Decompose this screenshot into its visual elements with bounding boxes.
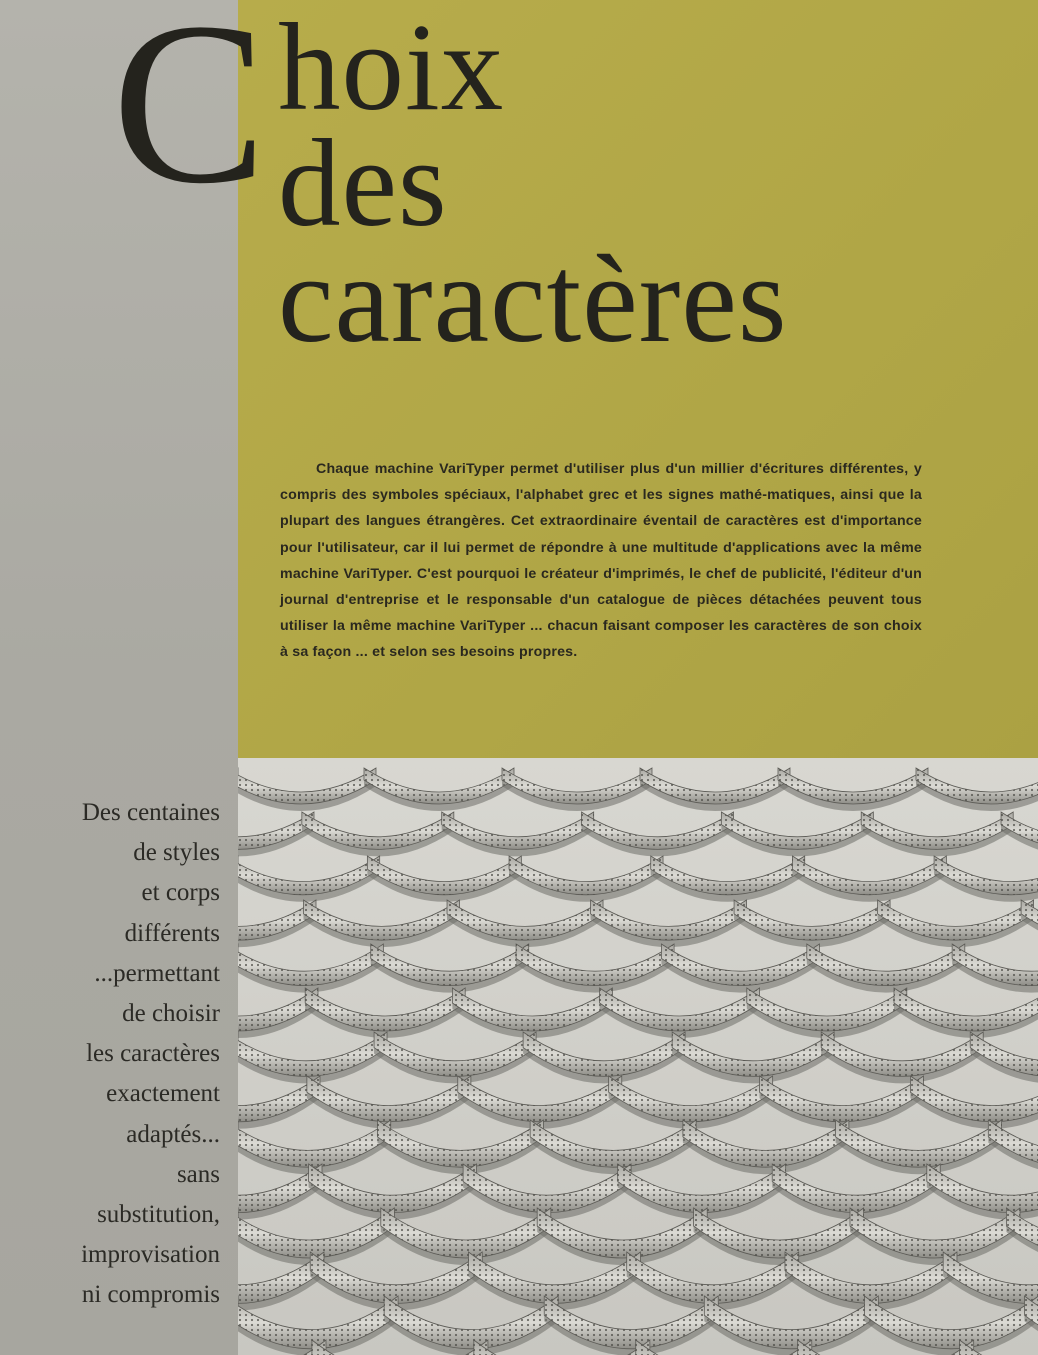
title-line-2: des <box>278 115 448 253</box>
tagline-line: et corps <box>141 879 220 907</box>
tagline-line: adaptés... <box>126 1120 220 1148</box>
title-line-3: caractères <box>278 231 788 369</box>
tagline-line: sans <box>176 1160 220 1188</box>
tagline-line: substitution, <box>97 1201 220 1229</box>
type-segments-illustration <box>238 758 1038 1355</box>
tagline-line: différents <box>124 919 220 947</box>
page-title <box>278 0 788 369</box>
tagline-line: de styles <box>133 839 220 867</box>
tagline <box>10 793 220 1316</box>
tagline-line: ...permettant <box>94 959 220 987</box>
body-paragraph: Chaque machine VariTyper permet d'utiliser plus d'un millier d'écritures différentes, y compris des symboles spéciaux, l'alphabet grec et les signes mathé-matiques, ainsi que la plupart des langues étrangères. Cet extraordinaire éventail de caractères est d'importance pour l'utilisateur, car il lui permet de répondre à une multitude d'applications avec la même machine VariTyper. C'est pourquoi le créateur d'imprimés, le chef de publicité, l'éditeur d'un journal d'entreprise et le responsable d'un catalogue de pièces détachées peuvent tous utiliser la même machine VariTyper ... chacun faisant composer les caractères de son choix à sa façon ... et selon ses besoins propres. <box>280 461 922 661</box>
tagline-line: de choisir <box>122 1000 220 1028</box>
type-font-segments-photo <box>238 758 1038 1355</box>
dropcap: C <box>112 0 267 232</box>
tagline-line: ni compromis <box>81 1281 220 1309</box>
tagline-line: les caractères <box>86 1040 220 1068</box>
title-line-1: hoix <box>278 0 505 137</box>
tagline-line: Des centaines <box>81 799 220 826</box>
tagline-line: exactement <box>106 1080 220 1108</box>
tagline-line: improvisation <box>81 1241 220 1269</box>
